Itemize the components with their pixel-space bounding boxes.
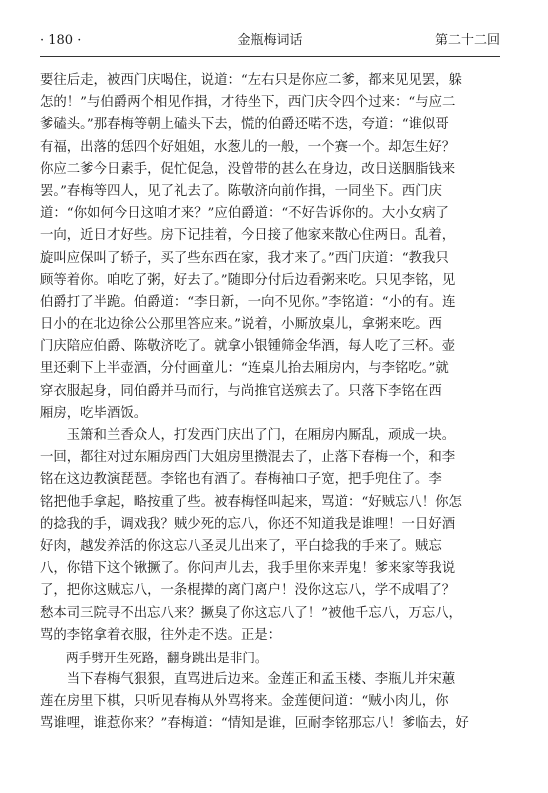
text-line: 旋叫应保叫了轿子，买了些东西在家，我才来了。”西门庆道：“教我只 [40, 250, 449, 266]
text-line: 骂的李铭拿着衣服，往外走不迭。正是： [40, 627, 282, 643]
text-line: 有福，出落的恁四个好姐姐，水葱儿的一般，一个赛一个。却怎生好？ [40, 139, 456, 155]
text-line: 铭把他手拿起，略按重了些。被春梅怪叫起来，骂道：“好贼忘八！你怎 [40, 494, 462, 510]
book-title: 金瓶梅词话 [237, 33, 303, 48]
chapter-title: 第二十二回 [434, 33, 500, 48]
text-line: 了，把你这贼忘八，一条棍撵的离门离户！没你这忘八，学不成唱了？ [40, 583, 456, 599]
text-line: 愁本司三院寻不出忘八来？撅臭了你这忘八了！”被他千忘八，万忘八， [40, 605, 462, 621]
text-line: 里还剩下上半壶酒，分付画童儿：“连桌儿抬去厢房内，与李铭吃。”就 [40, 361, 449, 377]
text-line: 穿衣服起身，同伯爵并马而行，与尚推官送殡去了。只落下李铭在西 [40, 383, 442, 399]
text-line: 伯爵打了半跪。伯爵道：“李日新，一向不见你。”李铭道：“小的有。连 [40, 294, 456, 310]
text-line: 厢房，吃毕酒饭。 [40, 405, 148, 421]
text-line: 你应二爹今日素手，促忙促急，没曾带的甚么在身边，改日送胭脂钱来 [40, 161, 456, 177]
text-line: 的捻我的手，调戏我？贼少死的忘八，你还不知道我是谁哩！一日好酒 [40, 516, 456, 532]
text-line: 一回，都往对过东厢房西门大姐房里攒混去了，止落下春梅一个，和李 [40, 450, 456, 466]
page-number: · 180 · [40, 33, 82, 48]
page-header [40, 32, 500, 52]
text-line: 好肉，越发养活的你这忘八圣灵儿出来了，平白捻我的手来了。贼忘 [40, 538, 442, 554]
paragraph-start-line: 当下春梅气狠狠，直骂进后边来。金莲正和孟玉楼、李瓶儿并宋蕙 [40, 672, 456, 688]
page-body [40, 70, 502, 736]
text-line: 门庆陪应伯爵、陈敬济吃了。就拿小银锺筛金华酒，每人吃了三杯。壶 [40, 339, 456, 355]
text-line: 日小的在北边徐公公那里答应来。”说着，小厮放桌儿，拿粥来吃。西 [40, 317, 442, 333]
text-line: 罢。”春梅等四人，见了礼去了。陈敬济向前作揖，一同坐下。西门庆 [40, 183, 442, 199]
text-line: 怎的！”与伯爵两个相见作揖，才待坐下，西门庆令四个过来：“与应二 [40, 95, 456, 111]
text-line: 骂谁哩，谁惹你来？”春梅道：“情知是谁，叵耐李铭那忘八！爹临去，好 [40, 716, 469, 732]
text-line: 顾等着你。咱吃了粥，好去了。”随即分付后边看粥来吃。只见李铭，见 [40, 272, 456, 288]
text-line: 铭在这边教演琵琶。李铭也有酒了。春梅袖口子宽，把手兜住了。李 [40, 472, 442, 488]
text-line: 道：“你如何今日这咱才来？”应伯爵道：“不好告诉你的。大小女病了 [40, 206, 449, 222]
text-line: 一向，近日才好些。房下记挂着，今日接了他家来散心住两日。乱着， [40, 228, 456, 244]
text-line: 八，你错下这个锹撅了。你问声儿去，我手里你来弄鬼！爹来家等我说 [40, 561, 456, 577]
verse-couplet: 两手劈开生死路，翻身跳出是非门。 [66, 649, 268, 665]
text-line: 莲在房里下棋，只听见春梅从外骂将来。金莲便问道：“贼小肉儿，你 [40, 694, 449, 710]
text-line: 爹磕头。”那春梅等朝上磕头下去，慌的伯爵还喏不迭，夸道：“谁似哥 [40, 117, 449, 133]
paragraph-start-line: 玉箫和兰香众人，打发西门庆出了门，在厢房内厮乱，顽成一块。 [40, 428, 456, 443]
header-rule [40, 56, 500, 57]
text-line: 要往后走，被西门庆喝住，说道：“左右只是你应二爹，都来见见罢，躲 [40, 73, 462, 88]
